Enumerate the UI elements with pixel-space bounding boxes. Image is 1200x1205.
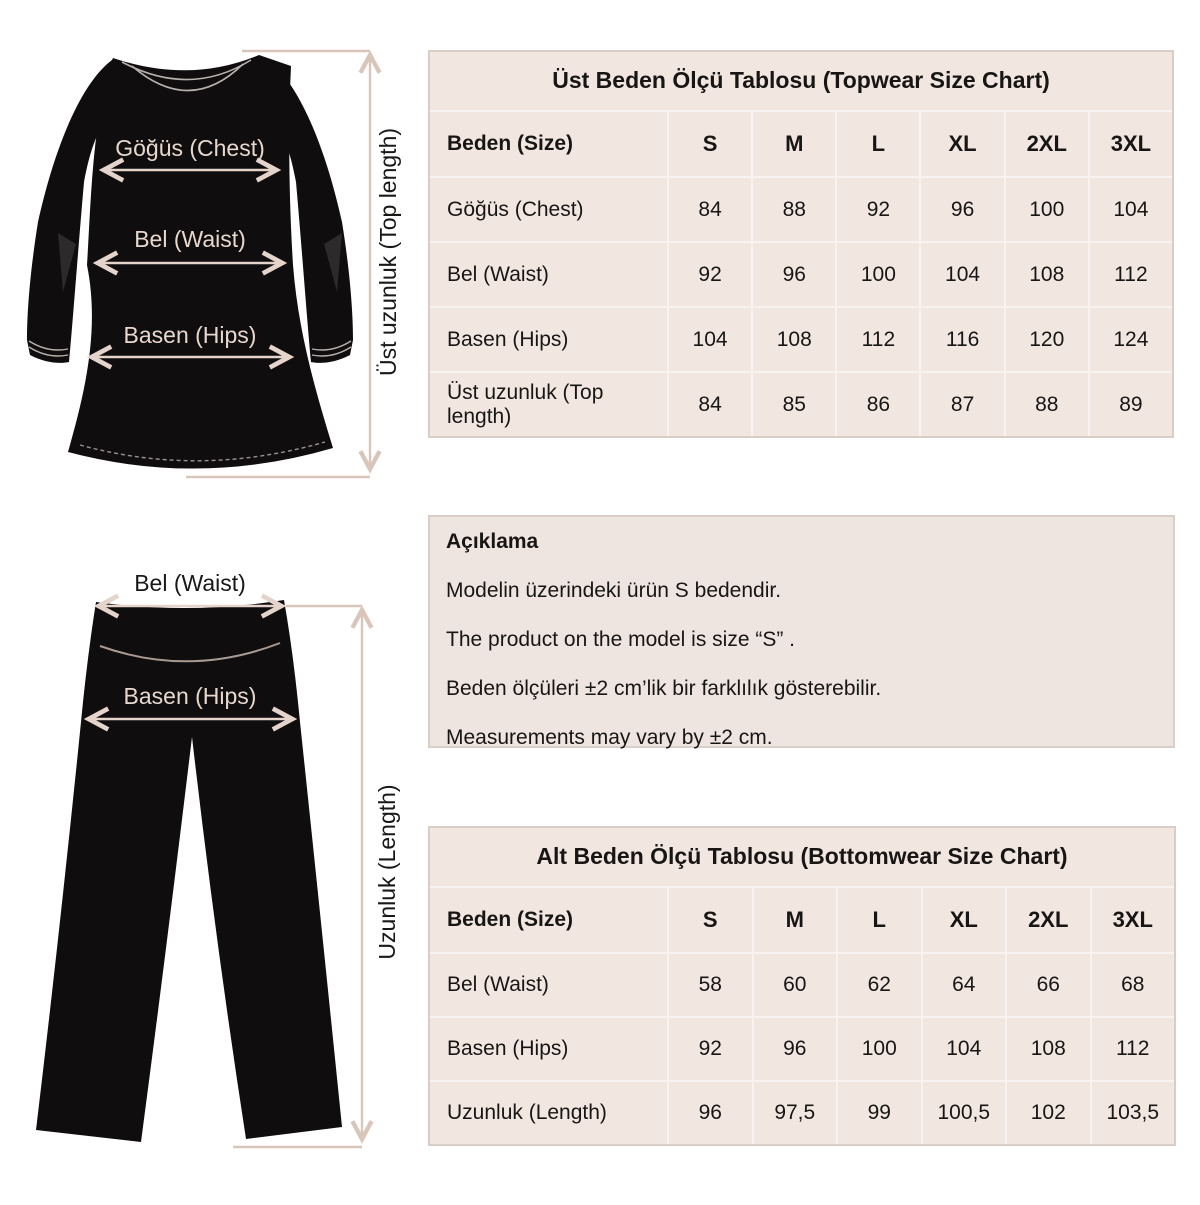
- bottomwear-header-size: Beden (Size): [430, 888, 667, 952]
- topwear-length-m: 85: [753, 373, 835, 436]
- topwear-waist-2xl: 108: [1006, 243, 1088, 306]
- topwear-row-length-label: Üst uzunluk (Top length): [430, 373, 667, 436]
- note-line-tr-model: Modelin üzerindeki ürün S bedendir.: [446, 579, 782, 602]
- topwear-chest-m: 88: [753, 178, 835, 241]
- note-line-en-model: The product on the model is size “S” .: [446, 628, 795, 651]
- pants-hips-label: Basen (Hips): [123, 683, 257, 709]
- topwear-hips-2xl: 120: [1006, 308, 1088, 371]
- bottomwear-hips-l: 100: [838, 1018, 921, 1080]
- tunic-svg: [0, 0, 420, 505]
- topwear-waist-l: 100: [837, 243, 919, 306]
- topwear-chest-l: 92: [837, 178, 919, 241]
- bottomwear-length-l: 99: [838, 1082, 921, 1144]
- topwear-hips-s: 104: [669, 308, 751, 371]
- bottomwear-waist-l: 62: [838, 954, 921, 1016]
- topwear-chest-xl: 96: [921, 178, 1003, 241]
- bottomwear-header-m: M: [754, 888, 837, 952]
- note-box: [428, 515, 1175, 748]
- topwear-hips-l: 112: [837, 308, 919, 371]
- topwear-chest-3xl: 104: [1090, 178, 1172, 241]
- note-title: Açıklama: [446, 530, 539, 553]
- topwear-header-2xl: 2XL: [1006, 112, 1088, 176]
- bottomwear-waist-s: 58: [669, 954, 752, 1016]
- topwear-header-3xl: 3XL: [1090, 112, 1172, 176]
- tunic-waist-label: Bel (Waist): [134, 226, 246, 252]
- topwear-chest-2xl: 100: [1006, 178, 1088, 241]
- bottomwear-hips-3xl: 112: [1092, 1018, 1175, 1080]
- topwear-size-table: [428, 50, 1174, 438]
- bottomwear-row-hips-label: Basen (Hips): [430, 1018, 667, 1080]
- bottomwear-header-3xl: 3XL: [1092, 888, 1175, 952]
- topwear-length-s: 84: [669, 373, 751, 436]
- bottomwear-row-waist-label: Bel (Waist): [430, 954, 667, 1016]
- topwear-header-l: L: [837, 112, 919, 176]
- bottomwear-header-s: S: [669, 888, 752, 952]
- pants-illustration: [0, 550, 420, 1205]
- bottomwear-hips-2xl: 108: [1007, 1018, 1090, 1080]
- topwear-waist-m: 96: [753, 243, 835, 306]
- topwear-header-m: M: [753, 112, 835, 176]
- bottomwear-hips-s: 92: [669, 1018, 752, 1080]
- bottomwear-table-title: Alt Beden Ölçü Tablosu (Bottomwear Size Chart): [430, 828, 1174, 886]
- topwear-hips-m: 108: [753, 308, 835, 371]
- bottomwear-hips-m: 96: [754, 1018, 837, 1080]
- bottomwear-length-2xl: 102: [1007, 1082, 1090, 1144]
- topwear-waist-s: 92: [669, 243, 751, 306]
- topwear-waist-3xl: 112: [1090, 243, 1172, 306]
- bottomwear-length-3xl: 103,5: [1092, 1082, 1175, 1144]
- bottomwear-length-m: 97,5: [754, 1082, 837, 1144]
- bottomwear-waist-xl: 64: [923, 954, 1006, 1016]
- bottomwear-size-table: [428, 826, 1176, 1146]
- topwear-hips-3xl: 124: [1090, 308, 1172, 371]
- topwear-length-l: 86: [837, 373, 919, 436]
- note-line-tr-tolerance: Beden ölçüleri ±2 cm’lik bir farklılık gösterebilir.: [446, 677, 882, 700]
- note-line-en-tolerance: Measurements may vary by ±2 cm.: [446, 726, 773, 749]
- pants-waist-label: Bel (Waist): [134, 570, 246, 596]
- bottomwear-header-2xl: 2XL: [1007, 888, 1090, 952]
- tunic-hips-label: Basen (Hips): [123, 322, 257, 348]
- bottomwear-waist-2xl: 66: [1007, 954, 1090, 1016]
- topwear-length-2xl: 88: [1006, 373, 1088, 436]
- topwear-hips-xl: 116: [921, 308, 1003, 371]
- bottomwear-row-length-label: Uzunluk (Length): [430, 1082, 667, 1144]
- topwear-waist-xl: 104: [921, 243, 1003, 306]
- topwear-header-s: S: [669, 112, 751, 176]
- pants-svg: [0, 550, 420, 1200]
- bottomwear-length-xl: 100,5: [923, 1082, 1006, 1144]
- topwear-row-hips-label: Basen (Hips): [430, 308, 667, 371]
- pants-shape: [36, 600, 342, 1142]
- tunic-chest-label: Göğüs (Chest): [115, 135, 265, 161]
- bottomwear-waist-m: 60: [754, 954, 837, 1016]
- tunic-length-label: Üst uzunluk (Top length): [375, 127, 401, 377]
- bottomwear-header-xl: XL: [923, 888, 1006, 952]
- bottomwear-header-l: L: [838, 888, 921, 952]
- pants-length-label: Uzunluk (Length): [374, 784, 400, 960]
- topwear-header-xl: XL: [921, 112, 1003, 176]
- topwear-table-title: Üst Beden Ölçü Tablosu (Topwear Size Chart): [430, 52, 1172, 110]
- topwear-row-chest-label: Göğüs (Chest): [430, 178, 667, 241]
- topwear-chest-s: 84: [669, 178, 751, 241]
- bottomwear-hips-xl: 104: [923, 1018, 1006, 1080]
- bottomwear-length-s: 96: [669, 1082, 752, 1144]
- topwear-length-xl: 87: [921, 373, 1003, 436]
- tunic-illustration: [0, 0, 420, 510]
- topwear-header-size: Beden (Size): [430, 112, 667, 176]
- topwear-length-3xl: 89: [1090, 373, 1172, 436]
- bottomwear-waist-3xl: 68: [1092, 954, 1175, 1016]
- topwear-row-waist-label: Bel (Waist): [430, 243, 667, 306]
